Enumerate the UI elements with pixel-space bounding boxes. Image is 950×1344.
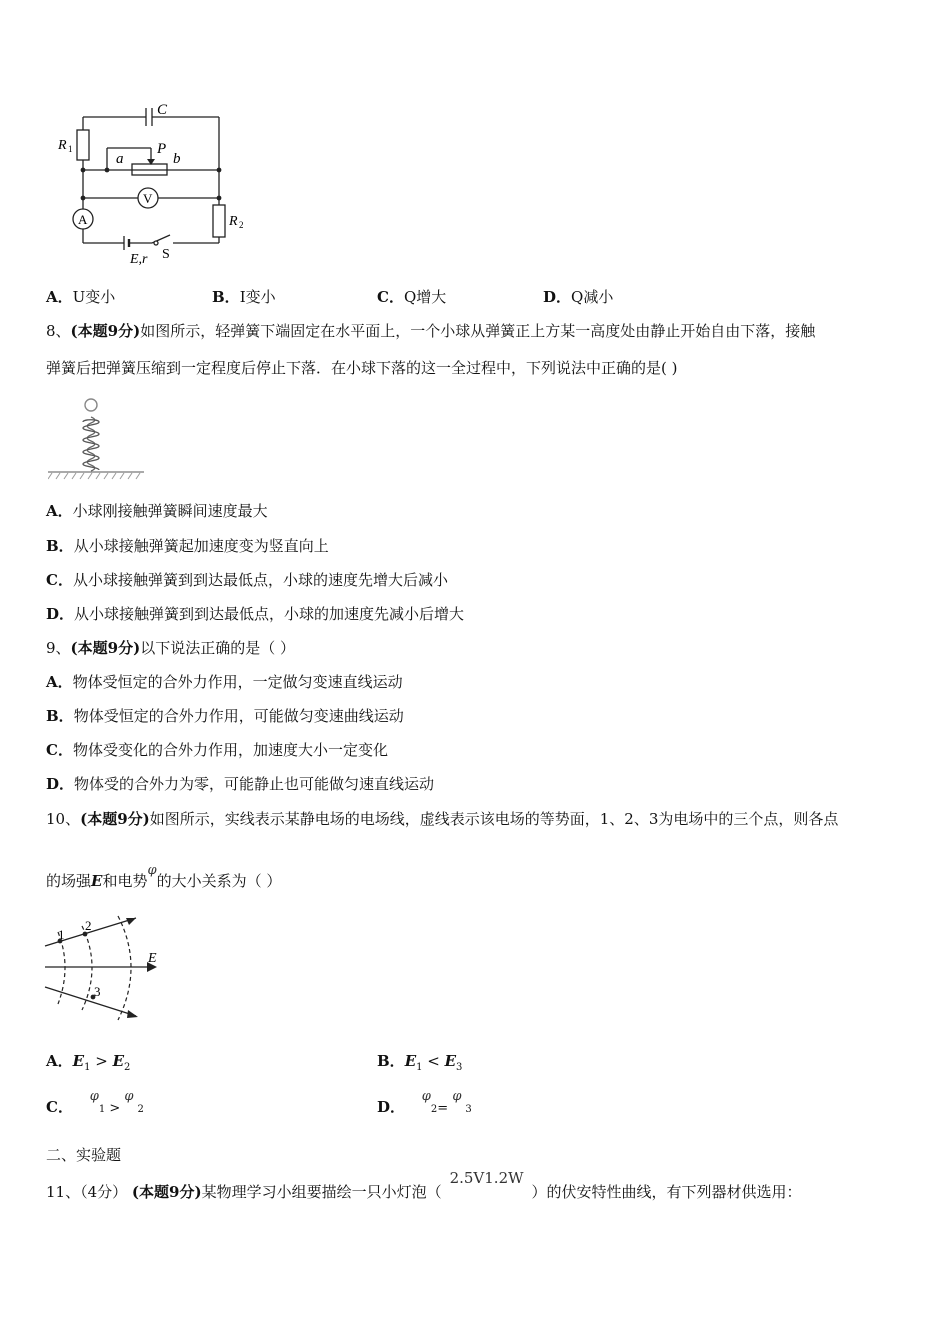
option-text: 小球刚接触弹簧瞬间速度最大 (72, 502, 268, 520)
question-number: 10、 (46, 810, 81, 828)
label-switch: S (162, 247, 170, 262)
q8-stem-line2 (46, 357, 677, 378)
question-points: (本题9分) (80, 810, 150, 828)
q8-option-d (46, 603, 464, 624)
symbol-e: E (404, 1052, 417, 1070)
label-r1-sub: 1 (68, 144, 73, 154)
option-letter: B． (46, 707, 74, 725)
label-r2-sub: 2 (239, 220, 244, 230)
q8-option-c (46, 569, 448, 590)
question-text: 如图所示，轻弹簧下端固定在水平面上，一个小球从弹簧正上方某一高度处由静止开始自由下落，接触 (140, 322, 816, 340)
q9-stem (46, 637, 295, 658)
section-title: 二、实验题 (46, 1146, 122, 1164)
operator: > (105, 1101, 125, 1116)
q7-option-d (543, 286, 613, 307)
option-letter: D． (543, 288, 572, 306)
question-text: 的大小关系为（ ） (156, 872, 282, 890)
question-points: (本题9分) (131, 1183, 202, 1201)
label-battery: E,r (130, 252, 148, 267)
subscript: 1 (98, 1104, 106, 1115)
option-letter: C． (46, 1098, 73, 1116)
label-r1: R (58, 138, 67, 153)
field-lines-figure (40, 912, 170, 1022)
circuit-figure (50, 95, 260, 270)
lamp-spec: 2.5V1.2W (449, 1169, 524, 1187)
subscript: 3 (456, 1062, 463, 1073)
question-text: 和电势 (102, 872, 148, 890)
option-text: Q减小 (571, 288, 614, 306)
option-letter: B． (377, 1052, 405, 1070)
q11-stem (46, 1169, 802, 1202)
option-letter: D． (377, 1098, 406, 1116)
q9-option-b (46, 705, 404, 726)
label-p: P (157, 141, 167, 157)
option-letter: C． (46, 741, 73, 759)
q10-option-b (377, 1050, 462, 1073)
symbol-phi: φ (124, 1089, 134, 1104)
question-text: 如图所示，实线表示某静电场的电场线，虚线表示该电场的等势面，1、2、3为电场中的三个点，则各点 (149, 810, 839, 828)
q10-stem-line2 (46, 863, 282, 891)
question-text: 的场强 (46, 872, 92, 890)
subscript: 1 (416, 1062, 423, 1073)
q10-option-d (377, 1089, 472, 1117)
option-letter: C． (377, 288, 404, 306)
subscript: 3 (465, 1104, 472, 1115)
q9-option-d (46, 773, 434, 794)
question-number: 9、 (46, 639, 71, 657)
subscript: 1 (84, 1062, 91, 1073)
option-text: 从小球接触弹簧到到达最低点，小球的速度先增大后减小 (72, 571, 448, 589)
q10-option-a (46, 1050, 130, 1073)
option-letter: B． (46, 537, 74, 555)
q8-option-b (46, 535, 329, 556)
subscript: 2 (124, 1062, 131, 1073)
option-letter: D． (46, 605, 75, 623)
label-c: C (157, 102, 168, 118)
question-points: (本题9分) (70, 639, 141, 657)
option-letter: A． (46, 502, 73, 520)
q7-option-c (377, 286, 446, 307)
q10-stem-line1 (46, 808, 838, 829)
label-point-3: 3 (94, 984, 101, 999)
label-voltmeter: V (143, 191, 153, 206)
question-score: （4分） (80, 1183, 128, 1201)
label-r2: R (229, 214, 238, 229)
symbol-e: E (91, 872, 103, 890)
option-letter: D． (46, 775, 75, 793)
option-text: 物体受恒定的合外力作用，一定做匀变速直线运动 (72, 673, 403, 691)
symbol-phi: φ (89, 1089, 99, 1104)
q8-option-a (46, 500, 268, 521)
question-text: 某物理学习小组要描绘一只小灯泡（ (201, 1183, 442, 1201)
label-ammeter: A (78, 212, 88, 227)
q7-option-a (46, 286, 115, 307)
question-number: 11、 (46, 1183, 81, 1201)
label-field-e: E (148, 951, 157, 966)
symbol-e: E (444, 1052, 457, 1070)
option-text: Q增大 (403, 288, 447, 306)
question-points: (本题9分) (70, 322, 141, 340)
subscript: 2 (430, 1104, 438, 1115)
option-letter: B． (212, 288, 240, 306)
option-text: U变小 (72, 288, 116, 306)
label-a: a (116, 151, 124, 167)
q10-option-c (46, 1089, 144, 1117)
operator: > (90, 1052, 113, 1070)
option-text: 物体受的合外力为零，可能静止也可能做匀速直线运动 (74, 775, 435, 793)
option-letter: A． (46, 673, 73, 691)
operator: = (437, 1101, 453, 1116)
option-letter: A． (46, 1052, 73, 1070)
symbol-phi: φ (147, 863, 157, 878)
operator: < (422, 1052, 445, 1070)
q8-stem-line1 (46, 320, 815, 341)
question-number: 8、 (46, 322, 71, 340)
spring-figure (48, 392, 144, 484)
question-text: 以下说法正确的是（ ） (140, 639, 295, 657)
label-point-2: 2 (85, 918, 92, 933)
option-text: 从小球接触弹簧起加速度变为竖直向上 (73, 537, 329, 555)
option-letter: C． (46, 571, 73, 589)
question-text: ）的伏安特性曲线，有下列器材供选用： (531, 1183, 802, 1201)
q7-option-b (212, 286, 276, 307)
symbol-phi: φ (452, 1089, 462, 1104)
q9-option-a (46, 671, 403, 692)
option-text: 从小球接触弹簧到到达最低点，小球的加速度先减小后增大 (74, 605, 465, 623)
q9-option-c (46, 739, 388, 760)
label-b: b (173, 151, 181, 167)
label-point-1: 1 (58, 927, 65, 942)
option-text: 物体受变化的合外力作用，加速度大小一定变化 (72, 741, 388, 759)
question-text: 弹簧后把弹簧压缩到一定程度后停止下落．在小球下落的这一全过程中，下列说法中正确的是( ) (46, 359, 678, 377)
symbol-phi: φ (421, 1089, 431, 1104)
option-text: 物体受恒定的合外力作用，可能做匀变速曲线运动 (73, 707, 404, 725)
symbol-e: E (72, 1052, 85, 1070)
subscript: 2 (137, 1104, 144, 1115)
option-text: I变小 (239, 288, 276, 306)
option-letter: A． (46, 288, 73, 306)
symbol-e: E (112, 1052, 124, 1070)
